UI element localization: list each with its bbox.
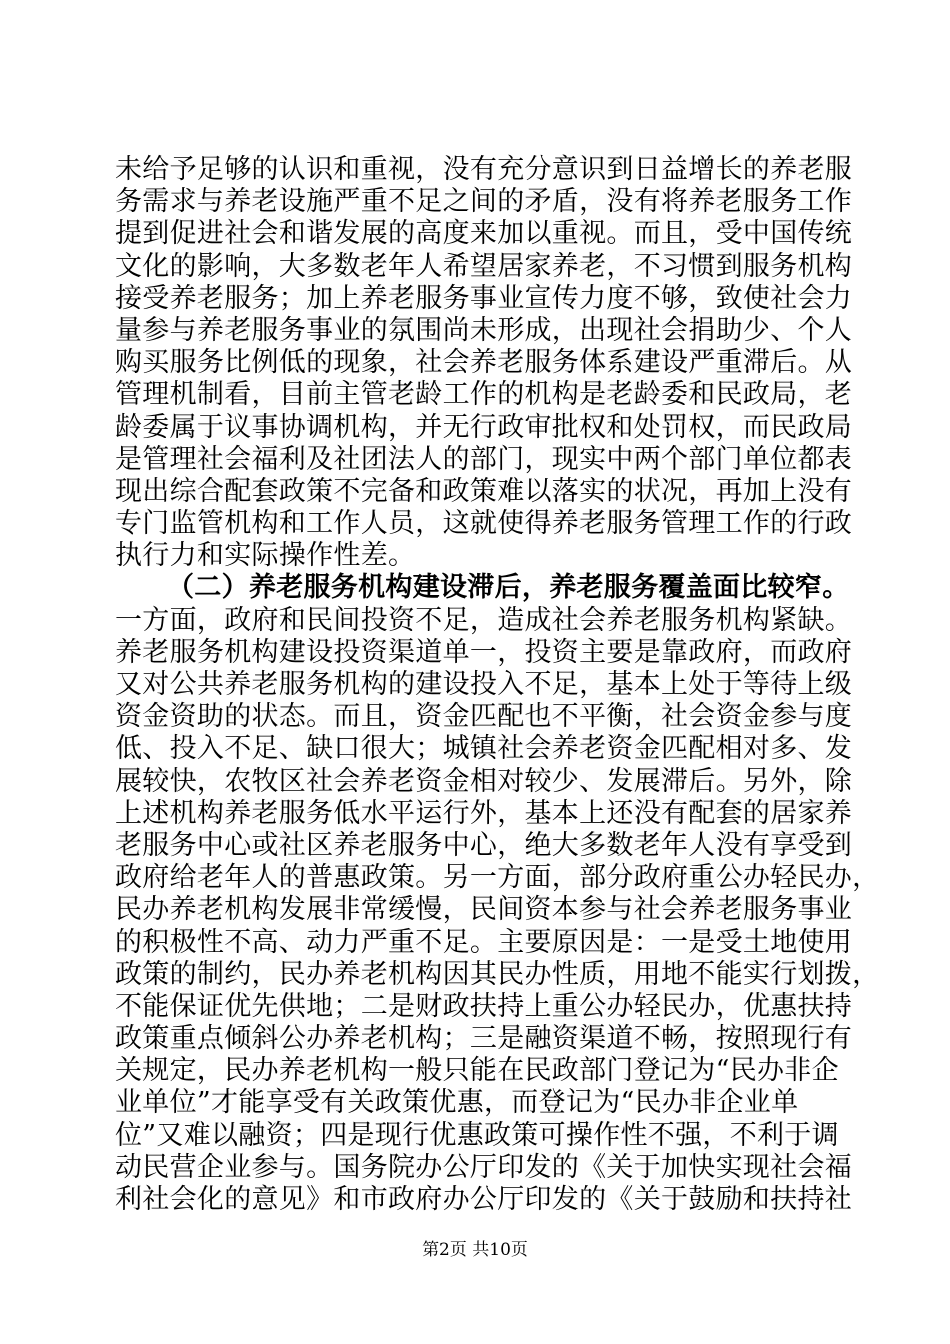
text-line: 政府给老年人的普惠政策。另一方面，部分政府重公办轻民办， [115,862,880,894]
text-line: 上述机构养老服务低水平运行外，基本上还没有配套的居家养 [115,797,853,829]
text-line: 利社会化的意见》和市政府办公厅印发的《关于鼓励和扶持社 [115,1184,853,1215]
text-line: 未给予足够的认识和重视，没有充分意识到日益增长的养老服 [115,154,853,185]
text-line: 关规定，民办养老机构一般只能在民政部门登记为“民办非企 [115,1055,839,1087]
text-line: 位”又难以融资；四是现行优惠政策可操作性不强，不利于调 [115,1119,839,1151]
text-line: 接受养老服务；加上养老服务事业宣传力度不够，致使社会力 [115,282,853,314]
text-line: 政策的制约，民办养老机构因其民办性质，用地不能实行划拨， [115,958,880,990]
text-line: 业单位”才能享受有关政策优惠，而登记为“民办非企业单 [115,1087,799,1119]
text-line: 资金资助的状态。而且，资金匹配也不平衡，社会资金参与度 [115,701,853,733]
text-line: 又对公共养老服务机构的建设投入不足，基本上处于等待上级 [115,669,853,700]
text-line: 文化的影响，大多数老年人希望居家养老，不习惯到服务机构 [115,250,853,282]
text-line: 养老服务机构建设投资渠道单一，投资主要是靠政府，而政府 [115,636,853,668]
text-line: 龄委属于议事协调机构，并无行政审批权和处罚权，而民政局 [115,411,853,443]
text-line: 民办养老机构发展非常缓慢，民间资本参与社会养老服务事业 [115,894,853,926]
text-line: 提到促进社会和谐发展的高度来加以重视。而且，受中国传统 [115,218,853,250]
document-body [115,154,880,1216]
text-line: 一方面，政府和民间投资不足，造成社会养老服务机构紧缺。 [115,604,853,636]
text-line: 政策重点倾斜公办养老机构；三是融资渠道不畅，按照现行有 [115,1023,853,1055]
text-line: 现出综合配套政策不完备和政策难以落实的状况，再加上没有 [115,475,853,507]
text-line: 低、投入不足、缺口很大；城镇社会养老资金匹配相对多、发 [115,733,853,765]
text-line: 执行力和实际操作性差。 [115,540,416,572]
text-line: 购买服务比例低的现象，社会养老服务体系建设严重滞后。从 [115,347,853,379]
page-number-footer: 第2页 共10页 [422,1240,528,1260]
text-line: 动民营企业参与。国务院办公厅印发的《关于加快实现社会福 [115,1151,853,1183]
text-line: 展较快，农牧区社会养老资金相对较少、发展滞后。另外，除 [115,765,853,797]
text-line: 量参与养老服务事业的氛围尚未形成，出现社会捐助少、个人 [115,314,853,346]
paragraph-2 [115,604,880,1217]
text-line: 的积极性不高、动力严重不足。主要原因是：一是受土地使用 [115,926,853,958]
text-line: 不能保证优先供地；二是财政扶持上重公办轻民办，优惠扶持 [115,990,853,1022]
text-line: 专门监管机构和工作人员，这就使得养老服务管理工作的行政 [115,508,853,540]
paragraph-1 [115,154,853,572]
text-line: 务需求与养老设施严重不足之间的矛盾，没有将养老服务工作 [115,186,853,218]
text-line: 老服务中心或社区养老服务中心，绝大多数老年人没有享受到 [115,829,853,861]
text-line: 管理机制看，目前主管老龄工作的机构是老龄委和民政局，老 [115,379,853,411]
section-heading: （二）养老服务机构建设滞后，养老服务覆盖面比较窄。 [167,572,850,604]
text-line: 是管理社会福利及社团法人的部门，现实中两个部门单位都表 [115,443,853,475]
